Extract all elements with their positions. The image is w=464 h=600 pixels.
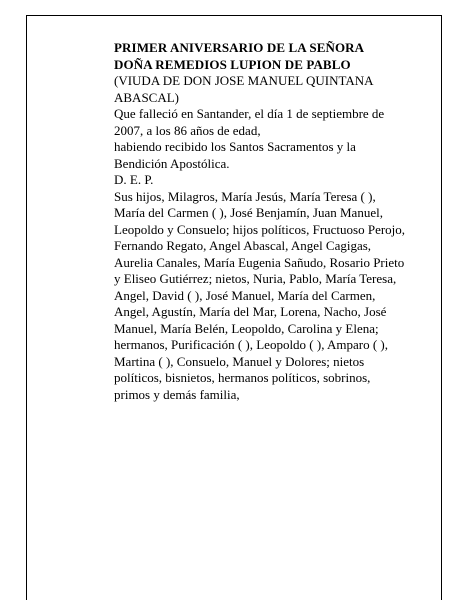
notice-subtitle: (VIUDA DE DON JOSE MANUEL QUINTANA ABASCAL) <box>114 73 373 105</box>
family-list: Sus hijos, Milagros, María Jesús, María Teresa ( ), María del Carmen ( ), José Benjamín, Juan Manuel, Leopoldo y Consuelo; hijos políticos, Fructuoso Perojo, Fernando Regato, Angel Abascal, Angel Cagigas, Aurelia Canales, María Eugenia Sañudo, Rosario Prieto y Eliseo Gutiérrez; nietos, Nuria, Pablo, María Teresa, Angel, David ( ), José Manuel, María del Carmen, Angel, Agustín, María del Mar, Lorena, Nacho, José Manuel, María Belén, Leopoldo, Carolina y Elena; hermanos, Purificación ( ), Leopoldo ( ), Amparo ( ), Martina ( ), Consuelo, Manuel y Dolores; nietos políticos, bisnietos, hermanos políticos, sobrinos, primos y demás familia, <box>114 188 406 402</box>
obituary-notice <box>114 40 406 403</box>
death-info: Que falleció en Santander, el día 1 de septiembre de 2007, a los 86 años de edad, <box>114 106 385 138</box>
notice-title-line2: DOÑA REMEDIOS LUPION DE PABLO <box>114 56 351 72</box>
sacraments-text: habiendo recibido los Santos Sacramentos y la Bendición Apostólica. <box>114 139 356 171</box>
notice-title-line1: PRIMER ANIVERSARIO DE LA SEÑORA <box>114 40 365 55</box>
dep-text: D. E. P. <box>114 172 154 187</box>
